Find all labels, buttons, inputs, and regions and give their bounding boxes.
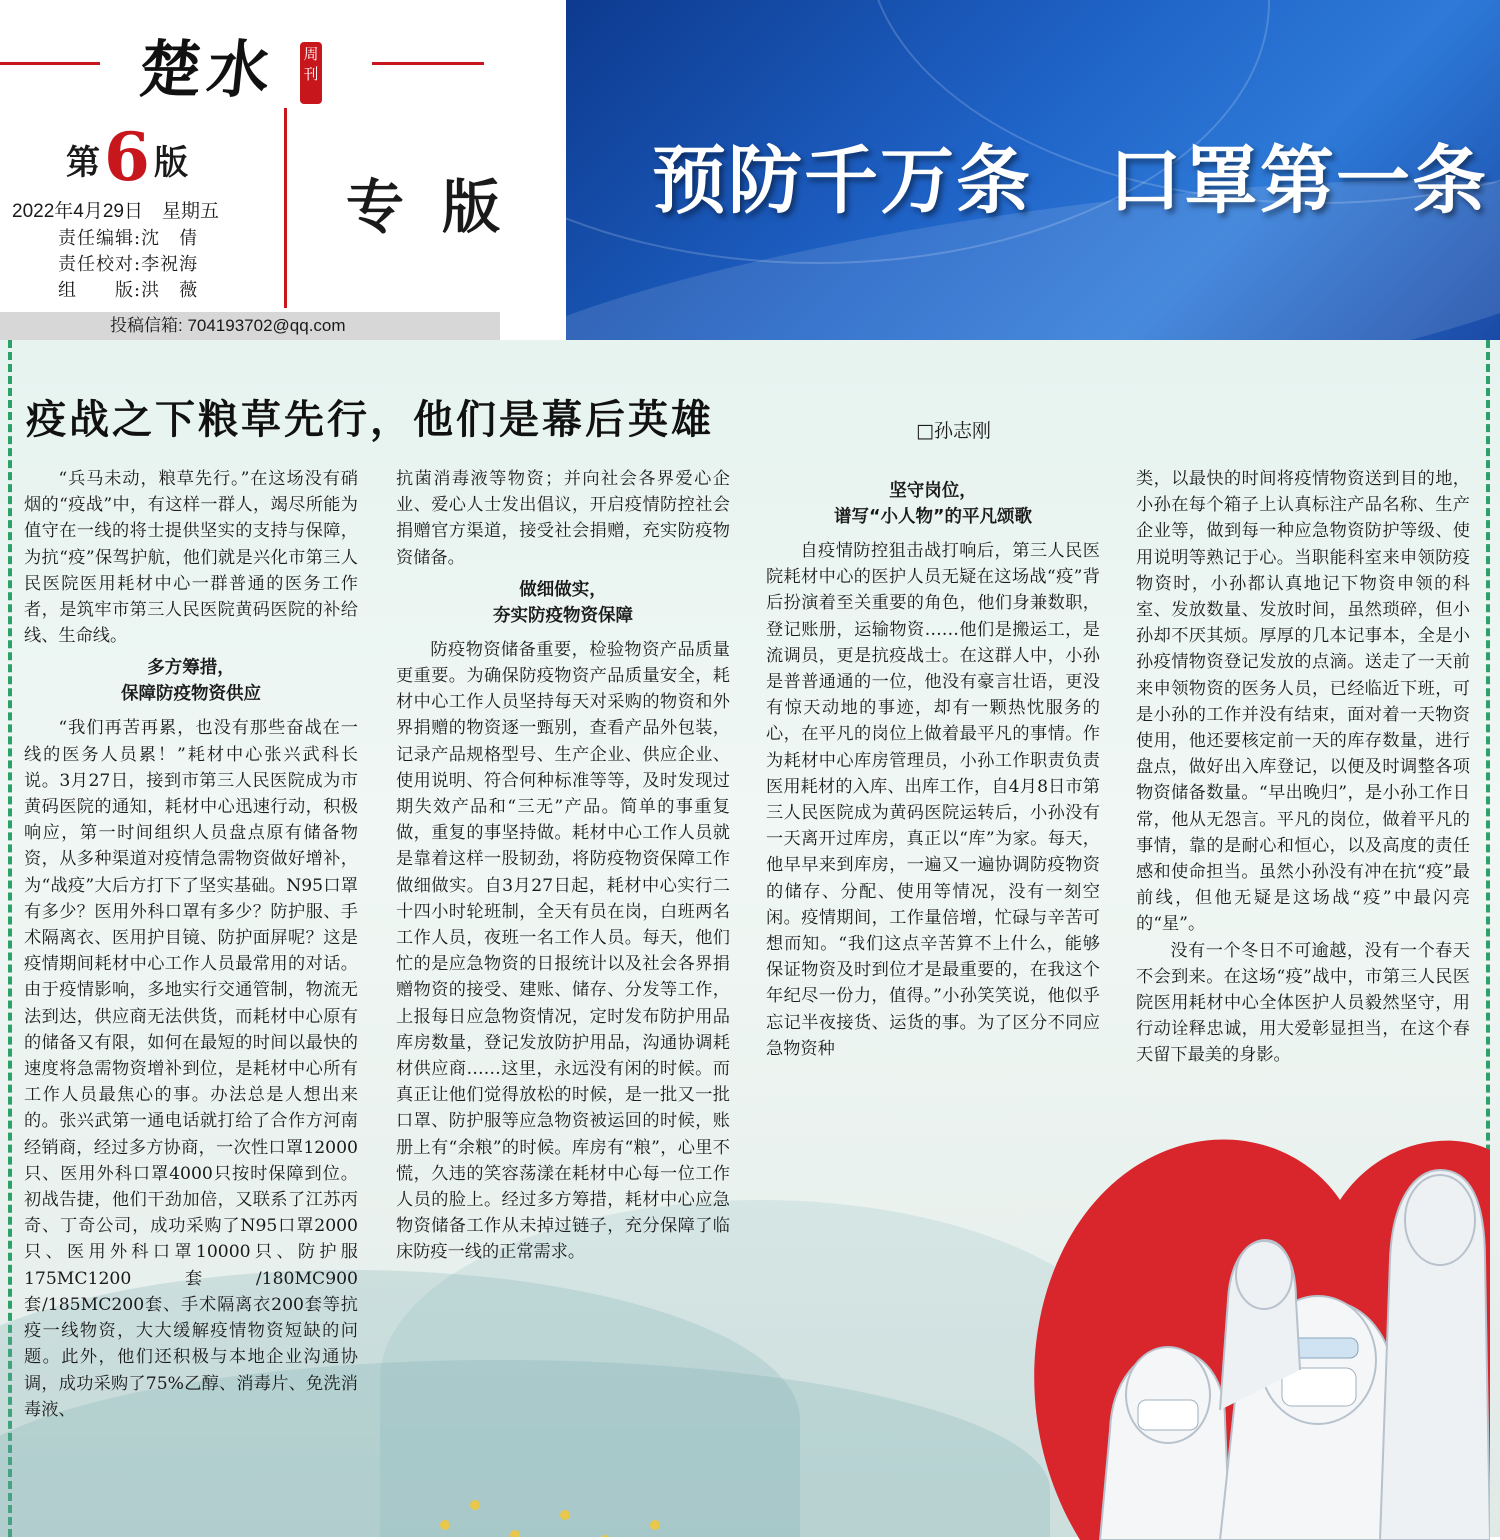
edition-label [66, 118, 188, 196]
issue-date: 2022年4月29日 星期五 [12, 201, 219, 222]
banner [566, 0, 1500, 340]
mask-shape [1282, 1368, 1356, 1406]
subheading [766, 478, 1100, 530]
paragraph: “兵马未动，粮草先行。”在这场没有硝烟的“疫战”中，有这样一群人，竭尽所能为值守在一线的将士提供坚实的支持与保障，为抗“疫”保驾护航，他们就是兴化市第三人民医院医用耗材中心一群普通的医务工作者，是筑牢市第三人民医院黄码医院的补给线、生命线。 [24, 469, 358, 647]
staff-layout: 组 版:洪 薇 [58, 280, 199, 301]
article-column-2 [396, 466, 730, 1266]
staff-proofreader: 责任校对:李祝海 [58, 254, 199, 275]
flower-decoration [430, 1450, 750, 1537]
banner-title: 预防千万条 口罩第一条 [652, 138, 1488, 224]
subheading-line: 坚守岗位， [889, 481, 977, 501]
subheading-line: 做细做实， [519, 579, 607, 600]
section-name: 专版 [346, 173, 539, 241]
paragraph: 抗菌消毒液等物资；并向社会各界爱心企业、爱心人士发出倡议，开启疫情防控社会捐赠官方渠道，接受社会捐赠，充实防疫物资储备。 [396, 469, 730, 568]
edition-suffix: 版 [153, 143, 188, 183]
masthead [0, 0, 566, 340]
article-column-4 [1136, 466, 1470, 1069]
paragraph: 没有一个冬日不可逾越，没有一个春天不会到来。在这场“疫”战中，市第三人民医院医用耗材中心全体医护人员毅然坚守，用行动诠释忠诚，用大爱彰显担当，在这个春天留下最美的身影。 [1136, 940, 1470, 1066]
paragraph: 类，以最快的时间将疫情物资送到目的地，小孙在每个箱子上认真标注产品名称、生产企业等，做到每一种应急物资防护等级、使用说明等熟记于心。当职能科室来申领防疫物资时，小孙都认真地记下物资申领的科室、发放数量、发放时间，虽然琐碎，但小孙却不厌其烦。厚厚的几本记事本，全是小孙疫情物资登记发放的点滴。送走了一天前来申领物资的医务人员，已经临近下班，可是小孙的工作并没有结束，面对着一天物资使用，他还要核定前一天的库存数量，进行盘点，做好出入库登记，以便及时调整各项物资储备数量。“早出晚归”，是小孙工作日常，他从无怨言。平凡的岗位，做着平凡的事情，靠的是耐心和恒心，以及高度的责任感和使命担当。虽然小孙没有冲在抗“疫”最前线，但他无疑是这场战“疫”中最闪亮的“星”。 [1136, 469, 1470, 935]
article-byline: □孙志刚 [916, 420, 991, 442]
medical-workers-illustration [1020, 1110, 1490, 1540]
masthead-rule-right [372, 62, 484, 65]
subheading-line: 保障防疫物资供应 [121, 684, 261, 705]
staff-editor: 责任编辑:沈 倩 [58, 228, 199, 249]
subheading-line: 多方筹措， [147, 658, 235, 679]
subheading [24, 655, 358, 707]
seal-stamp: 周刊 [300, 42, 322, 104]
article-headline: 疫战之下粮草先行，他们是幕后英雄 [26, 397, 714, 443]
paragraph: “我们再苦再累，也没有那些奋战在一线的医务人员累！”耗材中心张兴武科长说。3月27日，接到市第三人民医院成为市黄码医院的通知，耗材中心迅速行动，积极响应，第一时间组织人员盘点原有储备物资，从多种渠道对疫情急需物资做好增补，为“战疫”大后方打下了坚实基础。N95口罩有多少？医用外科口罩有多少？防护服、手术隔离衣、医用护目镜、防护面屏呢？这是疫情期间耗材中心工作人员最常用的对话。由于疫情影响，多地实行交通管制，物流无法到达，供应商无法供货，而耗材中心原有的储备又有限，如何在最短的时间以最快的速度将急需物资增补到位，是耗材中心所有工作人员最焦心的事。办法总是人想出来的。张兴武第一通电话就打给了合作方河南经销商，经过多方协商，一次性口罩12000只、医用外科口罩4000只按时保障到位。初战告捷，他们干劲加倍，又联系了江苏丙奇、丁奇公司，成功采购了N95口罩2000只、医用外科口罩10000只、防护服175MC1200套/180MC900套/185MC200套、手术隔离衣200套等抗疫一线物资，大大缓解疫情物资短缺的问题。此外，他们还积极与本地企业沟通协调，成功采购了75%乙醇、消毒片、免洗消毒液、 [24, 718, 358, 1420]
masthead-rule-left [0, 62, 100, 65]
subheading-line: 谱写“小人物”的平凡颂歌 [833, 507, 1032, 527]
submission-email: 投稿信箱: 704193702@qq.com [110, 316, 346, 335]
edition-prefix: 第 [66, 143, 100, 183]
paragraph: 防疫物资储备重要，检验物资产品质量更重要。为确保防疫物资产品质量安全，耗材中心工作人员坚持每天对采购的物资和外界捐赠的物资逐一甄别，查看产品外包装，记录产品规格型号、生产企业、供应企业、使用说明、符合何种标准等等，及时发现过期失效产品和“三无”产品。简单的事重复做，重复的事坚持做。耗材中心工作人员就是靠着这样一股韧劲，将防疫物资保障工作做细做实。自3月27日起，耗材中心实行二十四小时轮班制，全天有员在岗，白班两名工作人员，夜班一名工作人员。每天，他们忙的是应急物资的日报统计以及社会各界捐赠物资的接受、建账、储存、分发等工作，上报每日应急物资情况，定时发布防护用品库房数量，登记发放防护用品，沟通协调耗材供应商……这里，永远没有闲的时候。而真正让他们觉得放松的时候，是一批又一批口罩、防护服等应急物资被运回的时候，账册上有“余粮”的时候。库房有“粮”，心里不慌，久违的笑容荡漾在耗材中心每一位工作人员的脸上。经过多方筹措，耗材中心应急物资储备工作从未掉过链子，充分保障了临床防疫一线的正常需求。 [396, 639, 730, 1263]
edition-number: 6 [104, 118, 150, 196]
masthead-divider [284, 108, 287, 308]
worker-figure [1380, 1170, 1490, 1540]
paper-name: 楚水 [135, 33, 280, 106]
email-bar [0, 312, 500, 340]
subheading-line: 夯实防疫物资保障 [493, 605, 633, 626]
paragraph: 自疫情防控狙击战打响后，第三人民医院耗材中心的医护人员无疑在这场战“疫”背后扮演着至关重要的角色，他们身兼数职，登记账册，运输物资……他们是搬运工，是流调员，更是抗疫战士。在这群人中，小孙是普普通通的一位，他没有豪言壮语，更没有惊天动地的事迹，却有一颗热忱服务的心，在平凡的岗位上做着最平凡的事情。作为耗材中心库房管理员，小孙工作职责负责医用耗材的入库、出库工作，自4月8日市第三人民医院成为黄码医院运转后，小孙没有一天离开过库房，真正以“库”为家。每天，他早早来到库房，一遍又一遍协调防疫物资的储存、分配、使用等情况，没有一刻空闲。疫情期间，工作量倍增，忙碌与辛苦可想而知。“我们这点辛苦算不上什么，能够保证物资及时到位才是最重要的，在我这个年纪尽一份力，值得。”小孙笑笑说，他似乎忘记半夜接货、运货的事。为了区分不同应急物资种 [766, 541, 1100, 1059]
article-column-1 [24, 466, 358, 1423]
subheading [396, 577, 730, 629]
mask-shape [1138, 1400, 1198, 1430]
article-column-3 [766, 478, 1100, 1062]
